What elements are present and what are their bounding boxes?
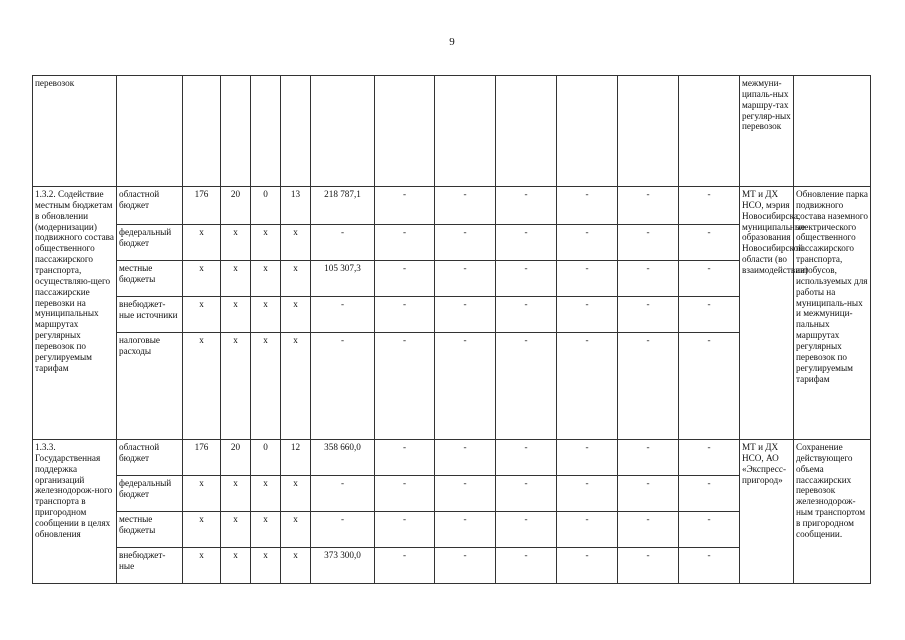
code-cell: х (251, 261, 281, 297)
amount-cell: 105 307,3 (311, 261, 375, 297)
year-amount-cell: - (496, 297, 557, 333)
code-cell: 0 (251, 187, 281, 225)
executor-cell: межмуни-ципаль-ных маршру-тах регуляр-ных перевозок (740, 76, 794, 187)
year-amount-cell: - (557, 225, 618, 261)
code-cell: 20 (221, 440, 251, 476)
measure-name-cell: 1.3.2. Содействие местным бюджетам в обновлении (модернизации) подвижного состава общественного пассажирского транспорта, осуществляю-щего пассажирские перевозки на муниципальных маршрутах регулярных перевозок по регулируемым тарифам (33, 187, 117, 440)
code-cell: х (251, 225, 281, 261)
amount-cell: - (311, 512, 375, 548)
executor-cell: МТ и ДХ НСО, мэрия Новосибирска, муниципальные образования Новосибирской области (во взаимодействии) (740, 187, 794, 440)
code-cell: х (281, 297, 311, 333)
year-amount-cell: - (435, 512, 496, 548)
year-amount-cell: - (435, 548, 496, 584)
year-amount-cell: - (435, 297, 496, 333)
amount-cell: 218 787,1 (311, 187, 375, 225)
year-amount-cell: - (375, 225, 435, 261)
year-amount-cell: - (618, 297, 679, 333)
amount-cell: 373 300,0 (311, 548, 375, 584)
code-cell: х (221, 261, 251, 297)
code-cell: х (183, 297, 221, 333)
code-cell: х (251, 333, 281, 440)
year-amount-cell: - (557, 297, 618, 333)
code-cell: х (221, 333, 251, 440)
year-amount-cell: - (557, 187, 618, 225)
year-amount-cell: - (679, 297, 740, 333)
year-amount-cell: - (557, 512, 618, 548)
year-amount-cell: - (496, 476, 557, 512)
code-cell: 176 (183, 440, 221, 476)
year-amount-cell: - (618, 333, 679, 440)
amount-cell: 358 660,0 (311, 440, 375, 476)
year-amount-cell: - (435, 225, 496, 261)
code-cell: х (281, 225, 311, 261)
code-cell: 12 (281, 440, 311, 476)
funding-source-cell: внебюджет-ные источники (117, 297, 183, 333)
funding-source-cell: областной бюджет (117, 187, 183, 225)
year-amount-cell: - (496, 512, 557, 548)
year-amount-cell: - (679, 225, 740, 261)
year-amount-cell: - (496, 333, 557, 440)
year-amount-cell: - (435, 476, 496, 512)
page-cut (0, 612, 905, 640)
code-cell: х (183, 261, 221, 297)
year-amount-cell: - (557, 548, 618, 584)
code-cell: х (281, 261, 311, 297)
year-amount-cell: - (618, 225, 679, 261)
year-amount-cell: - (435, 333, 496, 440)
year-amount-cell: - (375, 333, 435, 440)
year-amount-cell: - (435, 440, 496, 476)
code-cell: х (183, 512, 221, 548)
code-cell: х (251, 512, 281, 548)
funding-source-cell: налоговые расходы (117, 333, 183, 440)
code-cell: х (183, 225, 221, 261)
year-amount-cell: - (496, 440, 557, 476)
funding-source-cell: местные бюджеты (117, 512, 183, 548)
year-amount-cell: - (557, 261, 618, 297)
code-cell: х (251, 548, 281, 584)
amount-cell: - (311, 297, 375, 333)
code-cell: х (251, 297, 281, 333)
year-amount-cell: - (618, 440, 679, 476)
page-number: 9 (449, 36, 455, 48)
year-amount-cell: - (679, 476, 740, 512)
funding-source-cell: областной бюджет (117, 440, 183, 476)
year-amount-cell: - (435, 187, 496, 225)
code-cell: 176 (183, 187, 221, 225)
funding-source-cell: федеральный бюджет (117, 225, 183, 261)
code-cell: х (221, 548, 251, 584)
amount-cell: - (311, 225, 375, 261)
year-amount-cell: - (496, 225, 557, 261)
program-name-cell: перевозок (33, 76, 117, 187)
year-amount-cell: - (618, 548, 679, 584)
code-cell: х (221, 476, 251, 512)
amount-cell: - (311, 476, 375, 512)
year-amount-cell: - (679, 512, 740, 548)
year-amount-cell: - (618, 187, 679, 225)
code-cell: 13 (281, 187, 311, 225)
code-cell: х (221, 225, 251, 261)
table-row (33, 76, 871, 187)
code-cell: 20 (221, 187, 251, 225)
year-amount-cell: - (679, 333, 740, 440)
expected-result-cell: Обновление парка подвижного состава наземного электрического общественного пассажирского транспорта, автобусов, используемых для работы на муниципаль-ных и межмуници-пальных маршрутах регулярных перевозок по регулируемым тарифам (794, 187, 871, 440)
year-amount-cell: - (496, 548, 557, 584)
code-cell: х (221, 512, 251, 548)
year-amount-cell: - (496, 187, 557, 225)
year-amount-cell: - (375, 261, 435, 297)
table-row (33, 440, 871, 476)
year-amount-cell: - (618, 261, 679, 297)
year-amount-cell: - (679, 187, 740, 225)
year-amount-cell: - (679, 261, 740, 297)
year-amount-cell: - (557, 440, 618, 476)
funding-source-cell: федеральный бюджет (117, 476, 183, 512)
code-cell: х (281, 333, 311, 440)
table-row (33, 187, 871, 225)
year-amount-cell: - (618, 512, 679, 548)
amount-cell: - (311, 333, 375, 440)
code-cell: х (281, 476, 311, 512)
year-amount-cell: - (679, 548, 740, 584)
funding-source-cell: местные бюджеты (117, 261, 183, 297)
year-amount-cell: - (375, 297, 435, 333)
code-cell: х (221, 297, 251, 333)
year-amount-cell: - (375, 476, 435, 512)
code-cell: х (183, 548, 221, 584)
budget-table (32, 75, 871, 584)
code-cell: х (281, 548, 311, 584)
code-cell: х (183, 476, 221, 512)
code-cell: х (281, 512, 311, 548)
funding-source-cell: внебюджет-ные (117, 548, 183, 584)
year-amount-cell: - (618, 476, 679, 512)
year-amount-cell: - (375, 187, 435, 225)
year-amount-cell: - (496, 261, 557, 297)
measure-name-cell: 1.3.3. Государственная поддержка организаций железнодорож-ного транспорта в пригородном сообщении в целях обновления (33, 440, 117, 584)
executor-cell: МТ и ДХ НСО, АО «Экспресс-пригород» (740, 440, 794, 584)
code-cell: х (251, 476, 281, 512)
year-amount-cell: - (557, 476, 618, 512)
year-amount-cell: - (375, 548, 435, 584)
year-amount-cell: - (435, 261, 496, 297)
expected-result-cell: Сохранение действующего объема пассажирских перевозок железнодорож-ным транспортом в пригородном сообщении. (794, 440, 871, 584)
code-cell: 0 (251, 440, 281, 476)
year-amount-cell: - (557, 333, 618, 440)
year-amount-cell: - (375, 440, 435, 476)
code-cell: х (183, 333, 221, 440)
year-amount-cell: - (679, 440, 740, 476)
year-amount-cell: - (375, 512, 435, 548)
